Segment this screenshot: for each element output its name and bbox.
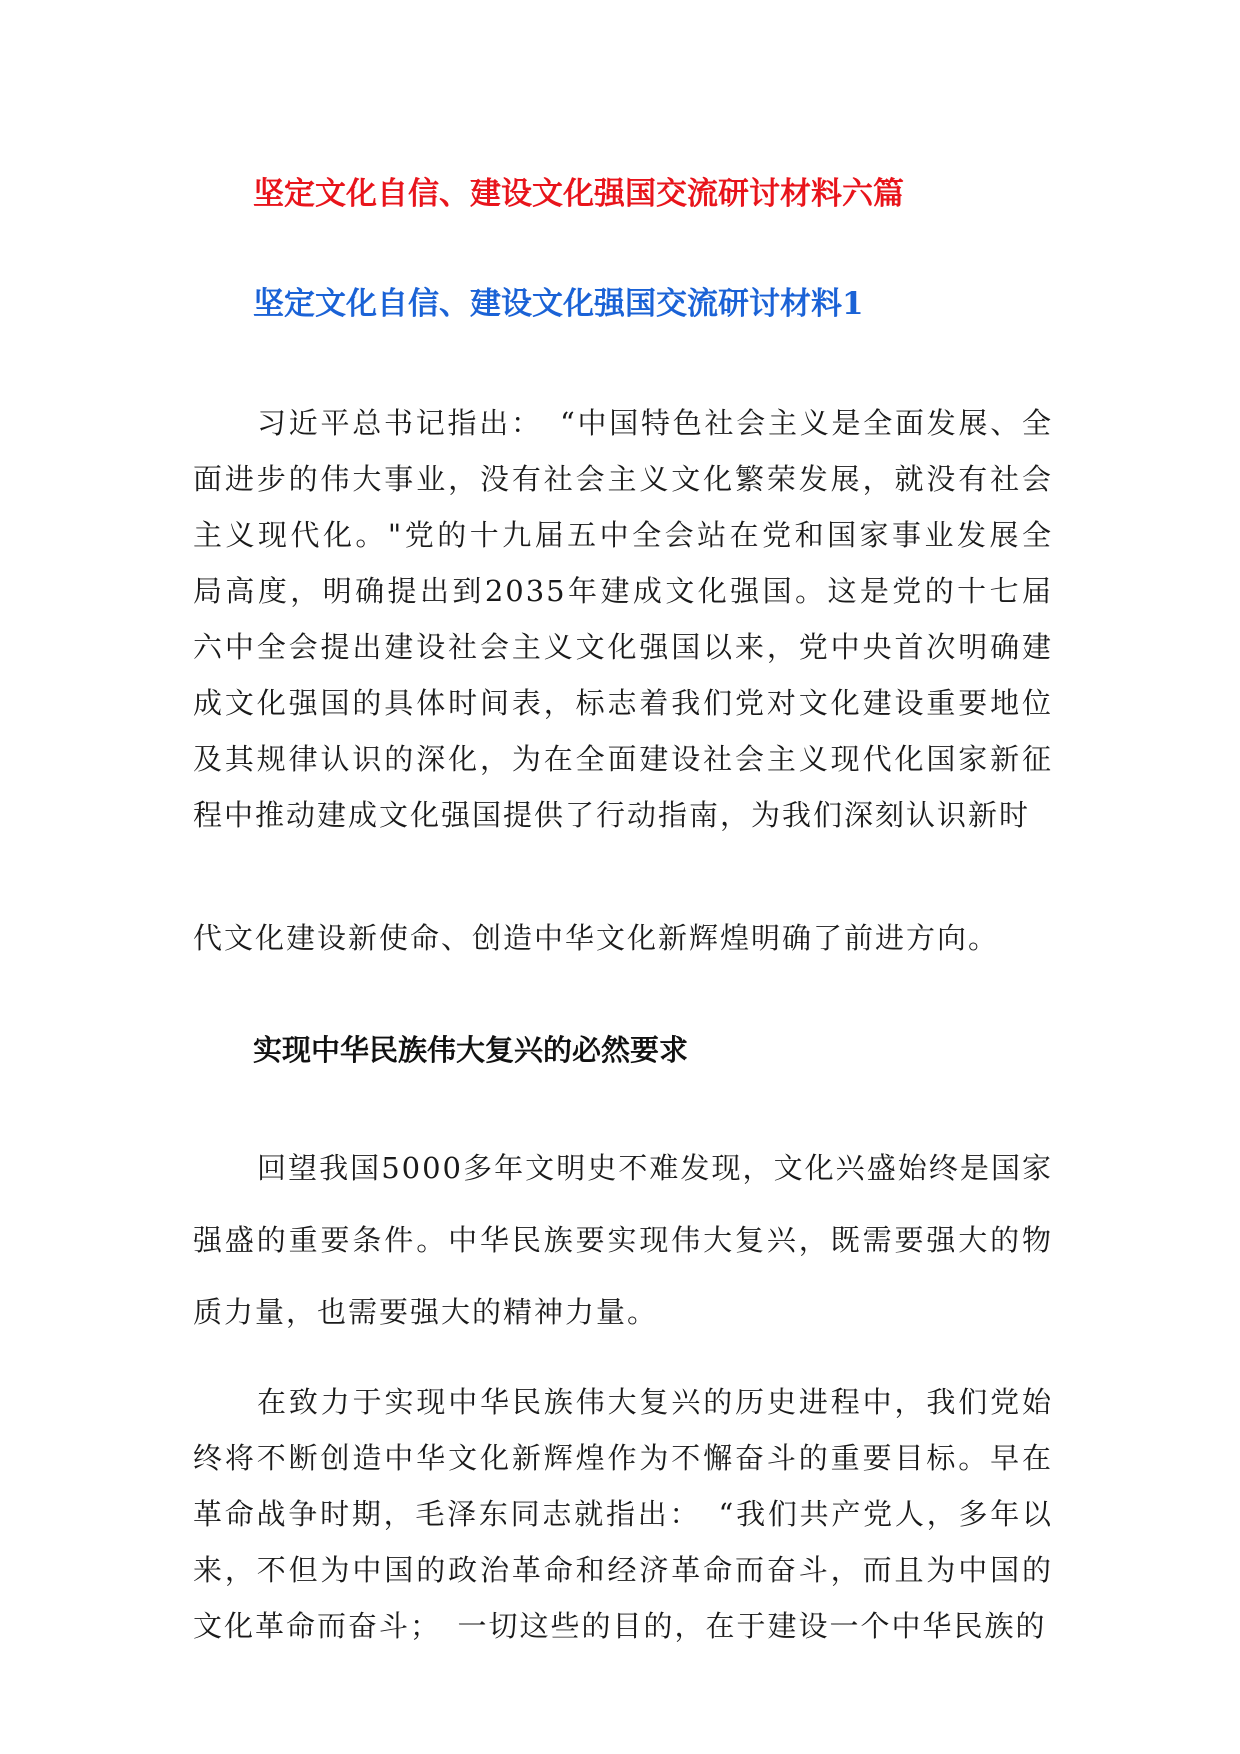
- section-paragraph-1: 回望我国5000多年文明史不难发现，文化兴盛始终是国家强盛的重要条件。中华民族要实现伟大复兴，既需要强大的物质力量，也需要强大的精神力量。: [193, 1151, 1053, 1329]
- section-paragraph-2: 在致力于实现中华民族伟大复兴的历史进程中，我们党始终将不断创造中华文化新辉煌作为不懈奋斗的重要目标。早在革命战争时期，毛泽东同志就指出： “我们共产党人，多年以 来，不但为中国的政治革命和经济革命而奋斗，而且为中国的 文化革命而奋斗； 一切这些的目的，在于建设一个中华民族的: [193, 1385, 1053, 1643]
- document-subtitle: 坚定文化自信、建设文化强国交流研讨材料1: [253, 286, 864, 322]
- section-heading: 实现中华民族伟大复兴的必然要求: [253, 1033, 689, 1067]
- intro-paragraph-continuation: 代文化建设新使命、创造中华文化新辉煌明确了前进方向。: [193, 921, 1000, 955]
- intro-paragraph: 习近平总书记指出： “中国特色社会主义是全面发展、全 面进步的伟大事业，没有社会主义文化繁荣发展，就没有社会 主义现代化。"党的十九届五中全会站在党和国家事业发展全 局高度，明确提出到2035年建成文化强国。这是党的十七届 六中全会提出建设社会主义文化强国以来，党中央首次明确建 成文化强国的具体时间表，标志着我们党对文化建设重要地位 及其规律认识的深化，为在全面建设社会主义现代化国家新征 程中推动建成文化强国提供了行动指南，为我们深刻认识新时: [193, 406, 1053, 832]
- document-title: 坚定文化自信、建设文化强国交流研讨材料六篇: [253, 176, 904, 212]
